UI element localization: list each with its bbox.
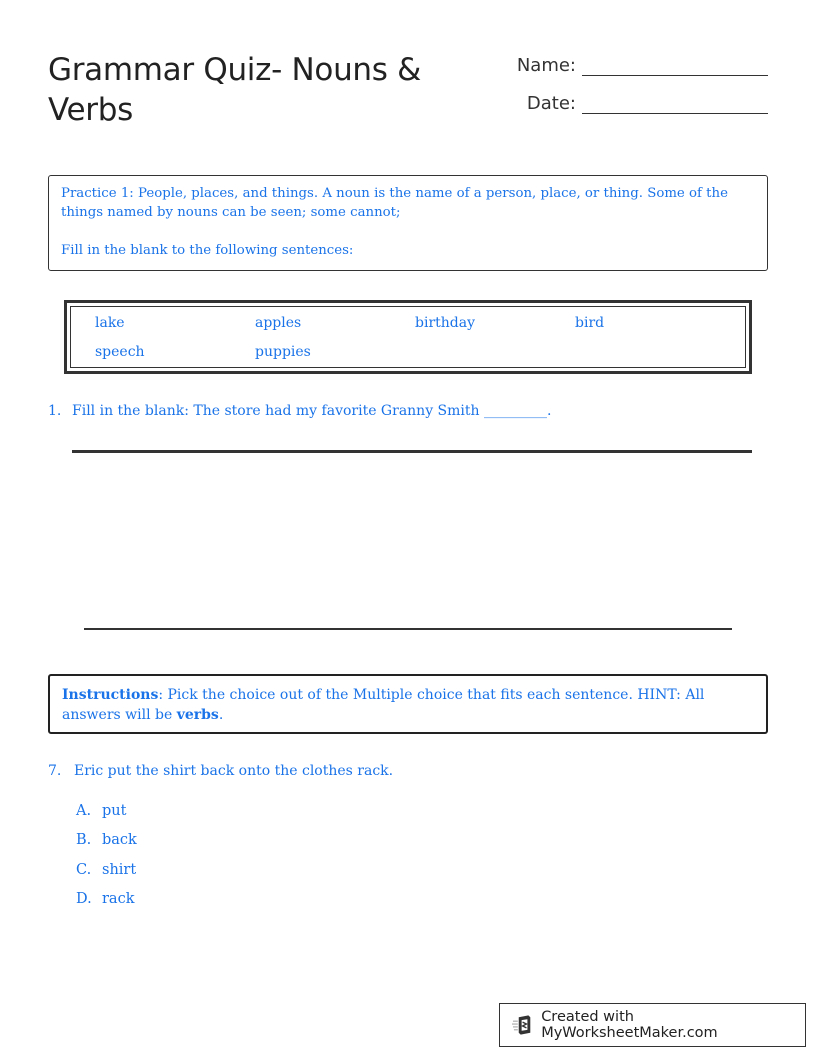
- question-number: 1.: [48, 403, 62, 419]
- date-row: [500, 90, 768, 114]
- question-7: [48, 763, 393, 779]
- name-row: [500, 52, 768, 76]
- name-field[interactable]: [582, 52, 768, 76]
- footer-badge[interactable]: [499, 1003, 806, 1047]
- word-bank-item: puppies: [255, 344, 311, 360]
- question-number: 7.: [48, 763, 62, 779]
- choice-list: [76, 803, 137, 920]
- word-bank-grid: [70, 306, 746, 368]
- question-text: Eric put the shirt back onto the clothes rack.: [74, 763, 394, 779]
- word-bank-item: bird: [575, 315, 605, 331]
- word-bank-item: birthday: [415, 315, 475, 331]
- choice-c[interactable]: [76, 862, 137, 891]
- choice-d[interactable]: [76, 891, 137, 920]
- question-text: Fill in the blank: The store had my favorite Granny Smith _________.: [72, 403, 552, 419]
- choice-b[interactable]: [76, 832, 137, 861]
- instructions-label: Instructions: [62, 687, 159, 703]
- question-1: [48, 403, 551, 419]
- choice-letter: A.: [76, 803, 92, 819]
- page-title: Grammar Quiz- Nouns & Verbs: [48, 52, 422, 128]
- footer-text: Created with MyWorksheetMaker.com: [541, 1009, 718, 1041]
- choice-a[interactable]: [76, 803, 137, 832]
- instructions-bold-word: verbs: [176, 707, 219, 723]
- instructions-end: .: [218, 707, 224, 723]
- choice-text: put: [102, 803, 127, 819]
- worksheet-maker-logo-icon: [512, 1014, 533, 1036]
- choice-text: shirt: [102, 861, 137, 878]
- answer-line[interactable]: [72, 450, 752, 453]
- choice-text: rack: [102, 890, 135, 907]
- word-bank-item: speech: [95, 344, 145, 360]
- answer-line[interactable]: [84, 628, 732, 630]
- date-field[interactable]: [582, 90, 768, 114]
- choice-letter: D.: [76, 890, 92, 907]
- practice-description: Practice 1: People, places, and things. A noun is the name of a person, place, or thing. Some of the things named by nouns can be seen; some cannot;: [61, 186, 728, 220]
- word-bank-item: lake: [95, 315, 125, 331]
- choice-letter: C.: [76, 861, 92, 878]
- choice-letter: B.: [76, 832, 92, 849]
- choice-text: back: [102, 832, 137, 849]
- practice-instruction: Fill in the blank to the following sentences:: [61, 243, 354, 258]
- instructions-box: [48, 674, 768, 734]
- date-label: Date:: [526, 93, 576, 114]
- practice-box: [48, 175, 768, 271]
- word-bank-item: apples: [255, 315, 302, 331]
- instructions-text: : Pick the choice out of the Multiple choice that fits each sentence. HINT: All answers will be: [62, 687, 705, 723]
- word-bank: [64, 300, 752, 374]
- name-label: Name:: [516, 55, 576, 76]
